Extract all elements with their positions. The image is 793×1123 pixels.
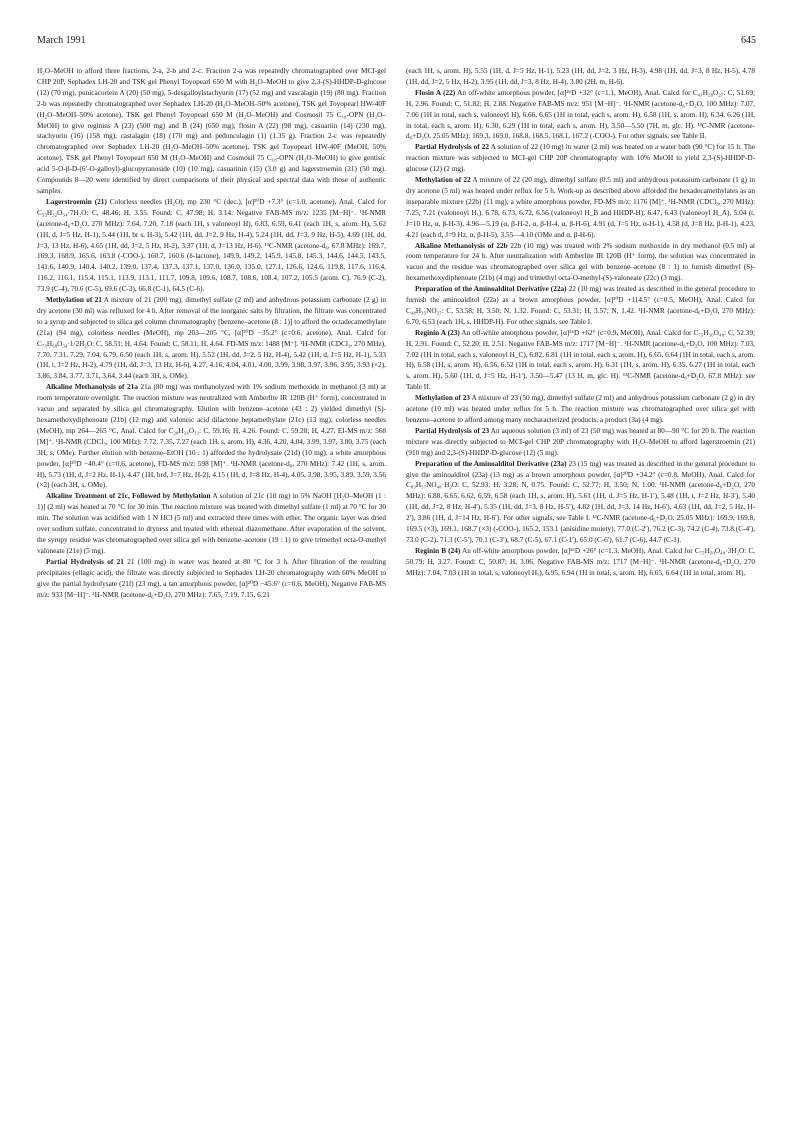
paragraph-heading: Methylation of 22 [415, 176, 471, 185]
paragraph [406, 241, 755, 285]
paragraph-text: 21 (100 mg) in water was heated at 80 °C for 3 h. After filtration of the resulting precipitates (ellagic acid), the filtrate was directly subjected to Sephadex LH-20 chromatography with 60% MeOH to give the partial hydrolysate (21f) (23 mg), a tan amorphous powder, [α]²⁰D −45.6° (c=0.6, MeOH), Negative FAB-MS m/z: 933 [M−H]⁻. ¹H-NMR (acetone-d₆+D₂O, 270 MHz): 7.65, 7.19, 7.15, 6.21 [37, 557, 387, 599]
paragraph-text: A mixture of 22 (20 mg), dimethyl sulfate (0.5 ml) and anhydrous potassium carbonate (1 g) in dry acetone (5 ml) was heated under reflux for 5 h. Work-up as described above afforded the hexadecamethylates as an inseparable mixture (22b) (11 mg), a white amorphous powder, FD-MS m/z: 1176 [M]⁺. ¹H-NMR (CDCl₃, 270 MHz): 7.25, 7.21 (valoneoyl Hₓ), 6.78, 6.73, 6.72, 6.56 (valoneoyl H_B and HHDP-H), 6.47, 6.43 (valoneoyl H_A), 5.04 (t, J=10 Hz, α, β-H-3), 4.96—5.19 (α, β-H-2, α, β-H-4, α, β-H-6), 4.91 (d, J=5 Hz, α-H-1), 4.58 (d, J=8 Hz, β-H-1), 4.23, 4.21 (each d, J=9 Hz, α, β-H-5), 3.55—4.10 (OMe and α, β-H-6). [406, 176, 755, 239]
paragraph [406, 175, 755, 240]
paragraph-heading: Partial Hydrolysis of 22 [415, 143, 489, 152]
paragraph-heading: Alkaline Methanolysis of 22b [415, 241, 508, 250]
paragraph-text: An off-white amorphous powder, [α]²⁶D +32° (c=1.1, MeOH), Anal. Calcd for C₄₁H₂₈O₂₇: C, 51.69; H, 2.96. Found: C, 51.82; H, 2.88. Negative FAB-MS m/z: 951 [M−H]⁻. ¹H-NMR (acetone-d₆+D₂O, 100 MHz): 7.07, 7.06 (1H in total, each s, valoneoyl H), 6.66, 6.65 (1H in total, each s, arom. H), 6.58 (1H, s, arom. H), 6.34, 6.26 (1H, in total, each s, arom. H), 6.30, 6.29 (1H in total, each s, arom. H), 3.50—5.50 (7H, m, glc. H). ¹³C-NMR (acetone-d₆+D₂O, 25.05 MHz): 169.3, 169.0, 168.8, 168.5, 168.1, 167.2 (-COO-). For other signals, see Table II. [406, 88, 756, 141]
paragraph-text: An off-white amorphous powder, [α]²⁶D +62° (c=0.9, MeOH), Anal. Calcd for C₇₅H₅₀O₄₈: C, 52.39; H, 2.91. Found: C, 52.20; H, 2.51. Negative FAB-MS m/z: 1717 [M−H]⁻. ¹H-NMR (acetone-d₆+D₂O, 100 MHz): 7.03, 7.02 (1H in total, each s, valoneoyl H_C), 6.82, 6.81 (1H in total, each s, arom. H), 6.65, 6.64 (1H in total, each s, arom. H), 6.58 (1H, s, arom. H), 6.56, 6.52 (1H in total, each s, arom. H), 6.31 (1H, s, arom. H), 6.35, 6.27 (1H in total, each s, arom. H), 5.60 (1H, d, J=5 Hz, H-1′), 3.50—5.47 (13 H, m, glc. H). ¹³C-NMR (acetone-d₆+D₂O, 67.8 MHz): see Table II. [406, 328, 756, 392]
paragraph-heading: Methylation of 23 [415, 394, 471, 403]
paragraph [37, 382, 386, 491]
page-number: 645 [741, 35, 756, 46]
paragraph-text: 22b (10 mg) was treated with 2% sodium methoxide in dry methanol (0.5 ml) at room temperature for 24 h. After neutralization with Amberlite IR 120B (H⁺ form), the solution was concentrated in vacuo and the residue was chromatographed over silica gel with benzene–acetone (8 : 1) to furnish dimethyl (S)-hexamethoxydiphenoate (21b) (4 mg) and trimethyl octa-O-methyl-(S)-valoneate (22c) (3 mg). [406, 241, 756, 283]
paragraph [37, 557, 386, 601]
paragraph [406, 426, 755, 459]
paragraph [406, 88, 755, 143]
paragraph [406, 284, 755, 328]
right-column [406, 66, 755, 579]
paragraph-heading: Flosin A (22) [415, 88, 456, 97]
page-header [37, 34, 756, 48]
paragraph [37, 66, 386, 197]
paragraph-text: An off-white amorphous powder, [α]²⁶D +26° (c=1.3, MeOH), Anal. Calcd for C₇₅H₅₀O₄₈·3H₂O: C, 50.79; H, 3.27. Found: C, 50.87; H, 3.06. Negative FAB-MS m/z: 1717 [M−H]⁻. ¹H-NMR (acetone-d₆+D₂O, 270 MHz): 7.04, 7.03 (1H in total, s, valoneoyl Hₓ), 6.95, 6.94 (1H in total, s, arom. H), 6.65, 6.64 (1H in total, arom. H), [406, 546, 755, 577]
paragraph-text: 21a (80 mg) was methanolyzed with 1% sodium methoxide in methanol (3 ml) at room temperature overnight. The reaction mixture was neutralized with Amberlite IR 120B (H⁺ form), concentrated in vacuo and separated by silica gel chromatography. Elution with benzene–acetone (43 : 2) yielded dimethyl (S)-hexamethoxydiphenoate (21b) (12 mg) and valoneic acid dilactone heptamethylate (21c) (13 mg), colorless needles (MeOH), mp 264—265 °C, Anal. Calcd for C₂₈H₂₄O₁₃: C, 59.16; H, 4.26. Found: C, 59.28; H, 4.27. EI-MS m/z: 568 [M]⁺. ¹H-NMR (CDCl₃, 100 MHz): 7.72, 7.35, 7.27 (each 1H, s, arom. H), 4.36, 4.20, 4.04, 3.99, 3.97, 3.80, 3.75 (each 3H, s, OMe). Further elution with benzene–EtOH (10 : 1) afforded the hydrolysate (21d) (10 mg), a white amorphous powder, [α]²⁰D −40.4° (c=0.6, acetone), FD-MS m/z: 598 [M]⁺. ¹H-NMR (acetone-d₆, 270 MHz): 7.42 (1H, s, arom. H), 5.73 (1H, d, J=2 Hz, H-1), 4.47 (1H, brd, J=7 Hz, H-2), 4.15 (1H, d, J=8 Hz, H-4), 4.05, 3.98, 3.95, 3.89, 3.59, 3.56 (×2) (each 3H, s, OMe). [37, 383, 387, 490]
paragraph-heading: Partial Hydrolysis of 23 [415, 426, 490, 435]
paragraph-heading: Methylation of 21 [46, 296, 102, 305]
paragraph [37, 197, 386, 295]
paragraph [406, 328, 755, 393]
paragraph-text: A mixture of 21 (200 mg), dimethyl sulfate (2 ml) and anhydrous potassium carbonate (2 g) in dry acetone (30 ml) was refluxed for 4 h. After removal of the inorganic salts by filtration, the filtrate was concentrated to a syrup and subjected to silica gel column chromatography [benzene–acetone (8 : 1)] to afford the octadecamethylate (21a) (94 mg), colorless needles (MeOH), mp 203—205 °C, [α]²⁰D −35.2° (c=0.6, acetone), Anal. Calcd for C₇₃H₆₈O₃₄·1/2H₂O: C, 58.51; H, 4.64. Found: C, 58.11; H, 4.64. FD-MS m/z: 1488 [M⁺]. ¹H-NMR (CDCl₃, 270 MHz), 7.70, 7.31, 7.29, 7.04, 6.79, 6.50 (each 1H, s, arom. H), 5.52 (1H, dd, J=2, 5 Hz, H-4), 5.42 (1H, d, J=5 Hz, H-1), 5.33 (1H, t, J=2 Hz, H-2), 4.79 (1H, dd, J=3, 13 Hz, H-6), 4.27, 4.16, 4.04, 4.01, 4.00, 3.99, 3.98, 3.97, 3.96, 3.95, 3.93 (×2), 3.86, 3.84, 3.77, 3.71, 3.64, 3.44 (each 3H, s, OMe). [37, 296, 386, 381]
paragraph-heading: Lagerstroemin (21) [46, 197, 107, 206]
paragraph-text: A solution of 22 (10 mg) in water (2 ml) was heated on a water bath (90 °C) for 15 h. The reaction mixture was subjected to MCI-gel CHP 20P chromatography with 10% MeOH to yield 2,3-(S)-HHDP-D-glucose (12) (2 mg). [406, 143, 755, 174]
paragraph-heading: Preparation of the Aminoalditol Derivative (23a) [415, 459, 567, 468]
paragraph-heading: Reginin B (24) [415, 546, 461, 555]
paragraph-heading: Alkaline Treatment of 21c, Followed by Methylation [46, 492, 211, 501]
paragraph-heading: Preparation of the Aminoalditol Derivative (22a) [415, 285, 567, 294]
paragraph-text: Colorless needles (H₂O), mp 230 °C (dec.), [α]²⁰D +7.3° (c=1.0, acetone), Anal. Calcd for C₅₅H₃₂O₃₄·7H₂O: C, 48.46; H, 3.55. Found: C, 47.98; H, 3.14. Negative FAB-MS m/z: 1235 [M−H]⁻. ¹H-NMR (acetone-d₆+D₂O, 270 MHz): 7.64, 7.20, 7.18 (each 1H, s valoneoyl H), 6.83, 6.59, 6.41 (each 1H, s, arom. H), 5.62 (1H, d, J=5 Hz, H-1), 5.44 (1H, br s, H-3), 5.42 (1H, dd, J=2, 9 Hz, H-4), 5.24 (1H, dd, J=3, 9 Hz, H-5), 4.69 (1H, dd, J=3, 13 Hz, H-6), 4.65 (1H, dd, J=2, 5 Hz, H-2), 3.37 (1H, d, J=13 Hz, H-6). ¹³C-NMR (acetone-d₆, 67.8 MHz): 169.7, 169.3, 168.9, 165.6, 163.8 (-COO-), 160.7, 160.6 (δ-lactone), 149.9, 149.2, 145.9, 145.8, 145.3, 144.6, 144.5, 143.5, 141.6, 140.9, 140.4, 140.2, 139.0, 137.4, 137.3, 137.1, 137.0, 136.0, 135.0, 127.1, 126.6, 124.6, 119.8, 117.6, 116.4, 116.2, 116.1, 115.4, 115.1, 113.9, 113.1, 111.7, 109.8, 109.6, 108.7, 108.6, 108.4, 107.2, 105.5 (arom. C), 76.9 (C-2), 73.9 (C-4), 70.6 (C-5), 69.6 (C-3), 66.8 (C-1), 64.5 (C-6). [37, 197, 386, 294]
paragraph-heading: Partial Hydrolysis of 21 [46, 557, 124, 566]
paragraph [37, 491, 386, 556]
paragraph-text: A solution of 21c (10 mg) in 5% NaOH [H₂O–MeOH (1 : 1)] (2 ml) was heated at 70 °C for 30 min. The reaction mixture was treated with dimethyl sulfate (1 ml) at 70 °C for 30 min. The solution was acidified with 1 N HCl (5 ml) and extracted three times with ether. The organic layer was dried over sodium sulfate, concentrated to dryness and treated with ethereal diazomethane. After evaporation of the solvent, the syrupy residue was chromatographed over silica gel with benzene–acetone (19 : 1) to give trimethyl octa-O-methyl valoneate (21e) (5 mg). [37, 492, 386, 555]
paragraph-heading: Alkaline Methanolysis of 21a [46, 383, 138, 392]
journal-date: March 1991 [37, 35, 86, 46]
left-column [37, 66, 386, 600]
paragraph-text: 22 (10 mg) was treated as described in the general procedure to furnish the aminoalditol (22a) as a brown amorphous powder, [α]²⁰D +114.5° (c=0.5, MeOH), Anal. Calcd for C₄₈H₃₅NO₂₇: C, 53.58; H, 3.50; N, 1.32. Found: C, 53.31; H, 3.57; N, 1.42. ¹H-NMR (acetone-d₆+D₂O, 270 MHz): 6.70, 6.53 (each 1H, s, HHDP-H). For other signals, see Table I. [406, 285, 756, 326]
paragraph [406, 142, 755, 175]
paragraph [37, 295, 386, 382]
paragraph-text: An aqueous solution (3 ml) of 23 (50 mg) was heated at 80—90 °C for 20 h. The reaction mixture was directly subjected to MCI-gel CHP 20P chromatography with H₂O–MeOH to afford lagerstroemin (21) (910 mg) and 2,3-(S)-HHDP-D-glucose (12) (5 mg). [406, 426, 755, 457]
paragraph-text: A mixture of 23 (50 mg), dimethyl sulfate (2 ml) and anhydrous potassium carbonate (2 g) in dry acetone (10 ml) was heated under reflux for 5 h. The reaction mixture was chromatographed over silica gel with benzene–acetone to afford among many uncharacterized products, a product (3a) (4 mg). [406, 394, 755, 424]
paragraph-text: H₂O–MeOH to afford three fractions, 2-a, 2-b and 2-c. Fraction 2-a was repeatedly chromatographed over MCI-gel CHP 20P, Sephadex LH-20 and TSK gel Phenyl Toyopearl 650 M with H₂O–MeOH to give 2,3-(S)-HHDP-D-glucose (12) (70 mg), punicacortein A (20) (50 mg), 5-desgalloylstachyurin (17) (52 mg) and vascalagin (19) (80 mg). Fraction 2-b was repeatedly chromatographed over Sephadex LH-20 (H₂O–MeOH–50% acetone), TSK gel Toyopearl HW-40F (H₂O–MeOH–50% acetone), TSK gel Phenyl Toyopearl 650 M (H₂O–MeOH) and Cosmosil 75 C₁₈-OPN (H₂O–MeOH) to give reginins A (23) (500 mg) and B (24) (650 mg), flosin A (22) (98 mg), casuariin (14) (230 mg), stachyurin (16) (158 mg), castalagin (18) (170 mg) and pedunculagin (1) (1.35 g). Fraction 2-c was repeatedly chromatographed over Sephadex LH-20 (H₂O–MeOH–50% acetone), TSK gel Toyopearl HW-40F (MeOH, 50% acetone), TSK gel Phenyl Toyopearl 650 M (H₂O–MeOH) and Cosmosil 75 C₁₈-OPN (H₂O–MeOH) to give gentisic acid 5-O-β-D-(6′-O-galloyl)-glucopyranoside (10) (10 mg), casuarinin (15) (3.0 g) and lagerstroemin (21) (50 mg). Compounds 8—20 were identified by direct comparisons of their physical and spectral data with those of authentic samples. [37, 67, 386, 195]
paragraph [406, 459, 755, 546]
paragraph-text: (each 1H, s, arom. H), 5.55 (1H, d, J=5 Hz, H-1), 5.23 (1H, dd, J=2, 3 Hz, H-3), 4.98 (1H, dd, J=3, 8 Hz, H-5), 4.78 (1H, dd, J=2, 5 Hz, H-2), 3.95 (1H, dd, J=3, 8 Hz, H-4), 3.80 (2H, m, H-6). [406, 67, 755, 86]
paragraph-text: 23 (15 mg) was treated as described in the general procedure to give the aminoalditol (23a) (13 mg) as a brown amorphous powder, [α]²⁰D +34.2° (c=0.8, MeOH), Anal. Calcd for C₈₃H₅₇NO₄₈·H₂O: C, 52.93; H, 3.28; N, 0.75. Found: C, 52.77; H, 3.50; N, 1.00. ¹H-NMR (acetone-d₆+D₂O, 270 MHz): 6.88, 6.65, 6.62, 6.59, 6.58 (each 1H, s, arom. H), 5.61 (1H, d, J=5 Hz, H-1′), 5.48 (1H, t, J=2 Hz, H-3′), 5.40 (1H, dd, J=2, 8 Hz, H-4′), 5.35 (1H, dd, J=3, 8 Hz, H-5′), 4.82 (1H, dd, J=3, 14 Hz, H-6′), 4.63 (1H, dd, J=2, 5 Hz, H-2′), 3.86 (1H, d, J=14 Hz, H-6′). For other signals, see Table I. ¹³C-NMR (acetone-d₆+D₂O, 25.05 MHz): 169.9, 169.8, 169.5 (×3), 169.1, 168.7 (×3) (-COO-), 165.2, 153.1 (anisidine moiety), 77.0 (C-2′), 76.2 (C-3), 74.2 (C-4), 73.8 (C-4′), 73.0 (C-2), 71.3 (C-5′), 70.1 (C-3′), 68.7 (C-5), 67.1 (C-1′), 65.0 (C-6′), 61.7 (C-6), 44.7 (C-1). [406, 459, 756, 544]
paragraph [406, 393, 755, 426]
paragraph [406, 546, 755, 579]
paragraph-heading: Reginin A (23) [415, 328, 460, 337]
paragraph [406, 66, 755, 88]
